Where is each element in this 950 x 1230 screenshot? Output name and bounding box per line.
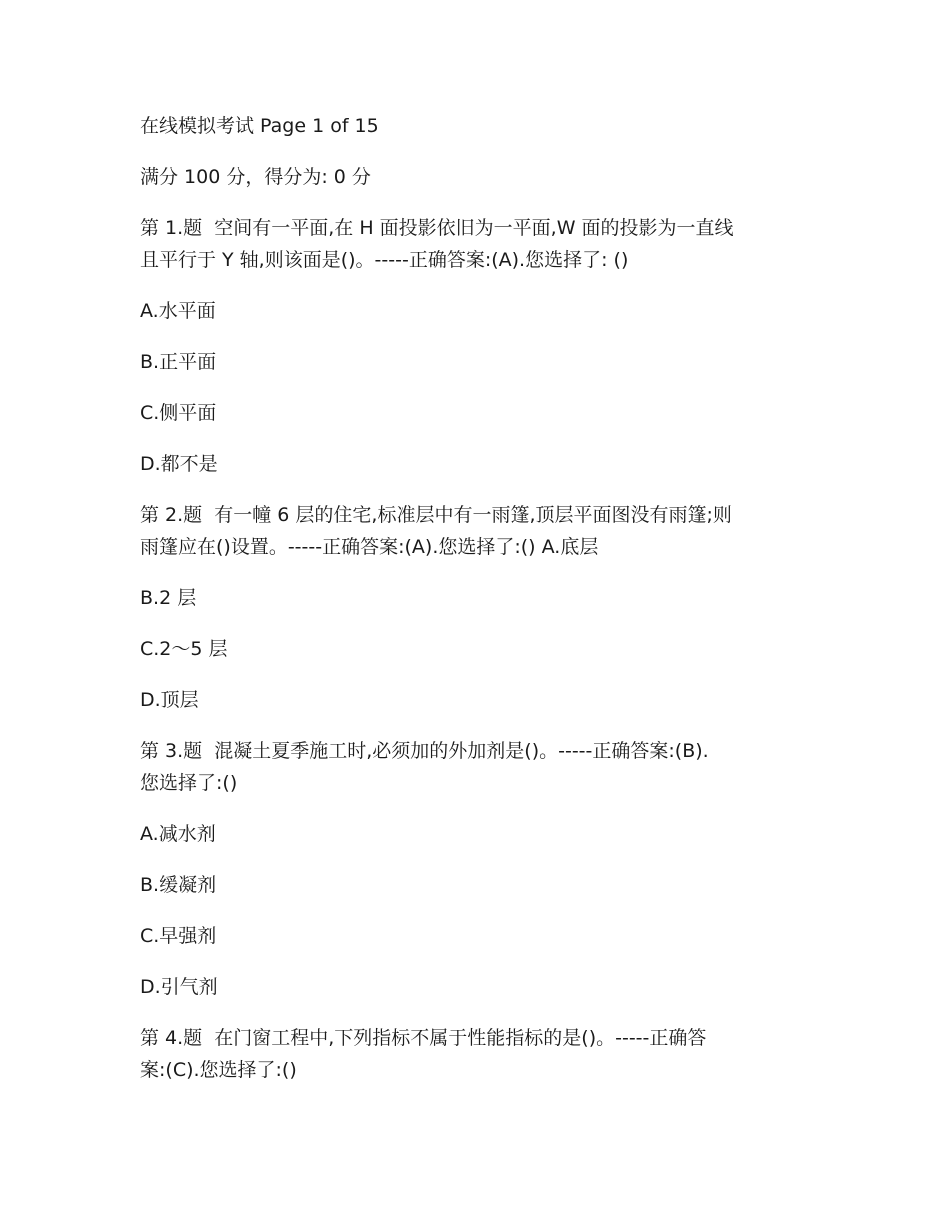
page-header: 在线模拟考试 Page 1 of 15 <box>140 115 379 137</box>
option-d: D.都不是 <box>140 453 218 475</box>
option-c: C.早强剂 <box>140 925 217 947</box>
question-text: 第 2.题 有一幢 6 层的住宅,标准层中有一雨篷,顶层平面图没有雨篷;则 <box>140 504 732 526</box>
option-c: C.侧平面 <box>140 402 217 424</box>
question-2 <box>140 499 820 563</box>
question-text: 且平行于 Y 轴,则该面是()。-----正确答案:(A).您选择了: () <box>140 249 629 271</box>
question-text: 雨篷应在()设置。-----正确答案:(A).您选择了:() A.底层 <box>140 536 599 558</box>
question-text: 案:(C).您选择了:() <box>140 1059 297 1081</box>
question-text: 第 4.题 在门窗工程中,下列指标不属于性能指标的是()。-----正确答 <box>140 1027 707 1049</box>
option-b: B.正平面 <box>140 351 217 373</box>
question-text: 第 3.题 混凝土夏季施工时,必须加的外加剂是()。-----正确答案:(B). <box>140 740 709 762</box>
question-text: 第 1.题 空间有一平面,在 H 面投影依旧为一平面,W 面的投影为一直线 <box>140 217 734 239</box>
question-text: 您选择了:() <box>140 772 238 794</box>
option-a: A.减水剂 <box>140 823 216 845</box>
question-1 <box>140 212 820 276</box>
question-3 <box>140 735 820 799</box>
option-d: D.顶层 <box>140 689 199 711</box>
exam-document <box>140 110 820 1105</box>
option-a: A.水平面 <box>140 300 216 322</box>
score-summary: 满分 100 分，得分为: 0 分 <box>140 166 371 188</box>
option-b: B.缓凝剂 <box>140 874 217 896</box>
option-d: D.引气剂 <box>140 976 218 998</box>
option-b: B.2 层 <box>140 587 197 609</box>
question-4 <box>140 1022 820 1086</box>
option-c: C.2～5 层 <box>140 638 228 660</box>
